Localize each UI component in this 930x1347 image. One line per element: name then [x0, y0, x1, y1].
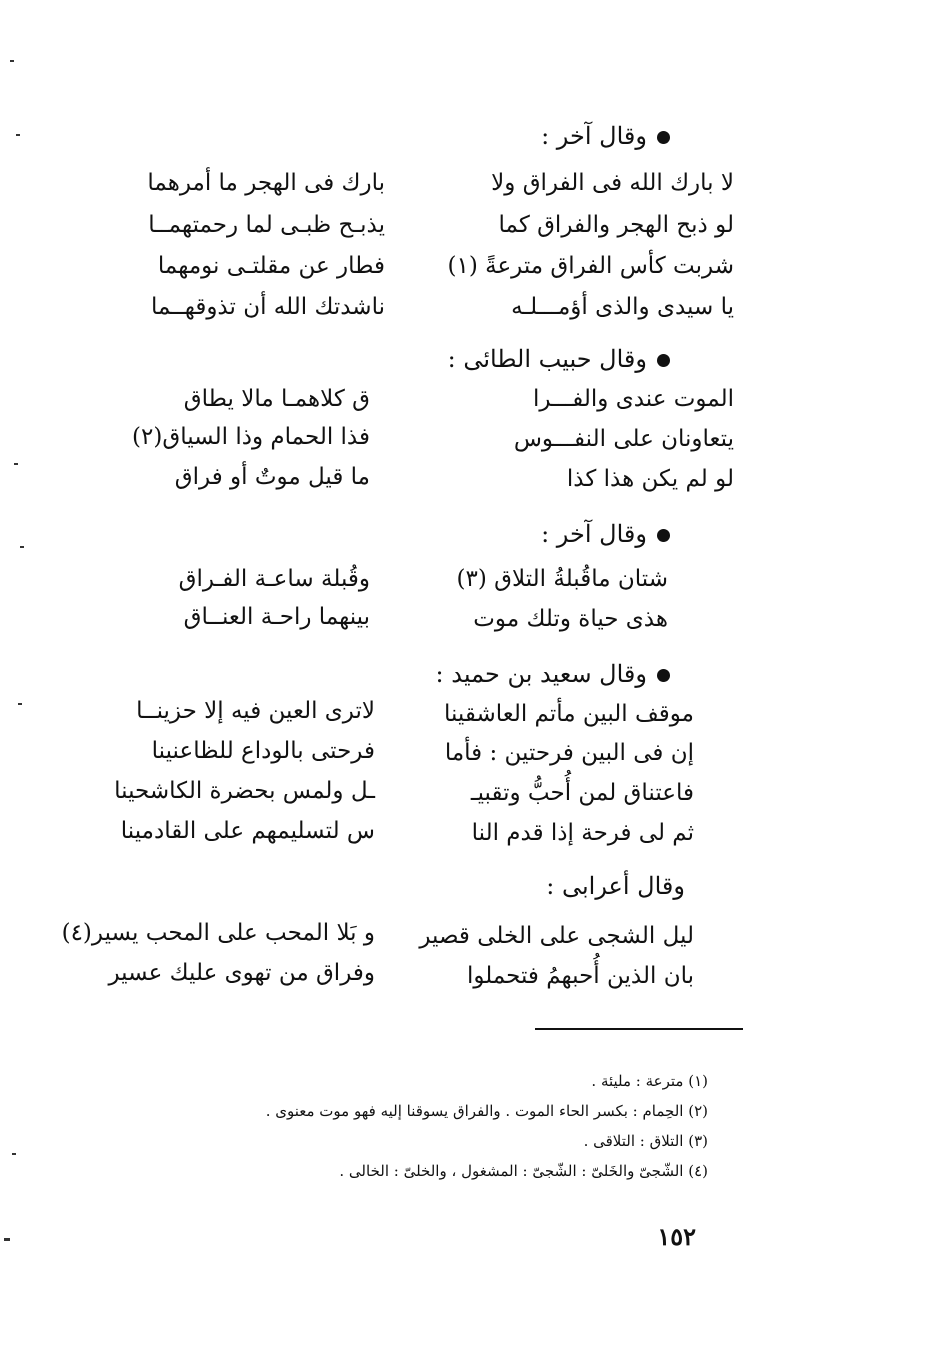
verse-second-hemistich: فطار عن مقلتـى نومهما	[157, 253, 385, 279]
scan-speck	[4, 1238, 10, 1241]
verse-second-hemistich: وقُبلة ساعـة الفـراق	[178, 566, 370, 592]
scan-speck	[18, 703, 22, 705]
verse-second-hemistich: بارك فى الهجر ما أمرهما	[147, 170, 385, 196]
verse-first-hemistich: هذى حياة وتلك موت	[473, 606, 668, 632]
verse-second-hemistich: ما قيل موتٌ أو فراق	[174, 464, 370, 490]
verse-first-hemistich: فاعتناق لمن أُحبُّ وتقبيـ	[470, 780, 694, 806]
scan-speck	[16, 134, 20, 136]
scan-speck	[20, 546, 24, 548]
verse-second-hemistich: س لتسليمهم على القادمينا	[120, 818, 375, 844]
verse-first-hemistich: موقف البين مأتم العاشقينا	[443, 701, 694, 727]
section-heading: وقال آخر :	[541, 520, 670, 548]
verse-second-hemistich: يذبـح ظبـى لما رحمتهمــا	[148, 212, 385, 238]
section-heading: وقال آخر :	[541, 122, 670, 150]
verse-second-hemistich: ناشدتك الله أن تذوقهــما	[150, 294, 385, 320]
bullet-icon	[657, 131, 670, 144]
footnote: (٤) الشّجىّ والخَلىّ : الشّجىّ : المشغول ، والخلىّ : الخالى .	[339, 1162, 708, 1180]
scan-speck	[10, 60, 14, 62]
verse-second-hemistich: ـل ولمس بحضرة الكاشحينا	[114, 778, 375, 804]
section-heading: وقال سعيد بن حميد :	[436, 660, 670, 688]
verse-first-hemistich: يتعاونان على النفـــوس	[513, 426, 734, 452]
verse-first-hemistich: لو لم يكن هذا كذا	[566, 466, 734, 492]
verse-first-hemistich: الموت عندى والفـــرا	[532, 386, 734, 412]
section-heading: وقال أعرابى :	[546, 872, 685, 900]
verse-first-hemistich: لا بارك الله فى الفراق ولا	[491, 170, 734, 196]
footnote: (١) مترعة : مليئة .	[591, 1072, 708, 1090]
verse-second-hemistich: بينهما راحـة العنــاق	[183, 604, 370, 630]
verse-second-hemistich: و بَلا المحب على المحب يسير(٤)	[61, 920, 375, 946]
verse-first-hemistich: ليل الشجى على الخلى قصير	[419, 923, 694, 949]
footnote-divider	[535, 1028, 743, 1030]
verse-first-hemistich: شربت كأس الفراق مترعةً (١)	[447, 253, 734, 279]
verse-second-hemistich: وفراق من تهوى عليك عسير	[108, 960, 375, 986]
scan-speck	[12, 1153, 16, 1155]
verse-first-hemistich: لو ذبح الهجر والفراق كما	[498, 212, 734, 238]
scan-speck	[14, 463, 18, 465]
verse-first-hemistich: إن فى البين فرحتين : فأما	[444, 740, 694, 766]
verse-first-hemistich: يا سيدى والذى أؤمـــلـه	[511, 294, 734, 320]
verse-first-hemistich: شتان ماقُبلةُ التلاق (٣)	[456, 566, 668, 592]
verse-first-hemistich: بان الذين أُحبهمُ فتحملوا	[466, 963, 694, 989]
section-heading: وقال حبيب الطائى :	[448, 345, 670, 373]
page-number: ١٥٢	[657, 1222, 696, 1251]
bullet-icon	[657, 669, 670, 682]
bullet-icon	[657, 354, 670, 367]
verse-second-hemistich: ق كلاهمـا مالا يطاق	[183, 386, 370, 412]
verse-second-hemistich: فرحتى بالوداع للظاعنينا	[151, 738, 375, 764]
footnote: (٢) الحِمام : بكسر الحاء الموت . والفراق يسوقنا إليه فهو موت معنوى .	[265, 1102, 708, 1120]
verse-first-hemistich: ثم لى فرحة إذا قدم النا	[471, 820, 694, 846]
verse-second-hemistich: فذا الحمام وذا السياق(٢)	[132, 424, 370, 450]
verse-second-hemistich: لاترى العين فيه إلا حزينــا	[136, 698, 375, 724]
footnote: (٣) التلاق : التلاقى .	[583, 1132, 708, 1150]
bullet-icon	[657, 529, 670, 542]
